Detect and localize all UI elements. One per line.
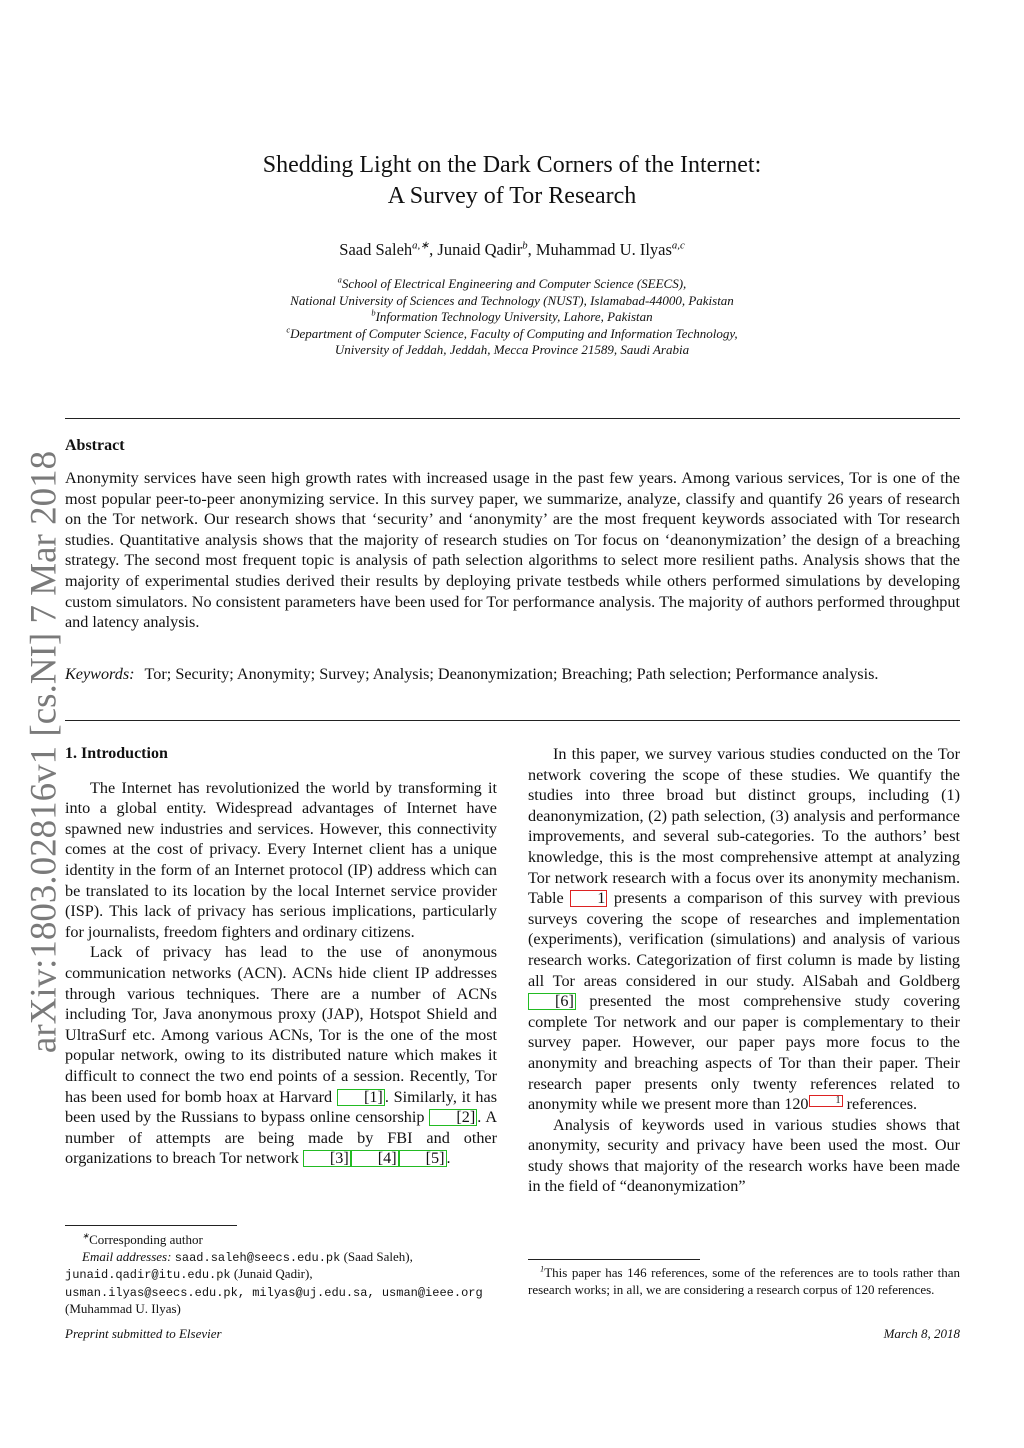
footnote-rule-left <box>65 1225 237 1226</box>
footnote-1-text: This paper has 146 references, some of the references are to tools rather than research works; in all, we are considering a research corpus of 120 references. <box>528 1265 960 1297</box>
author-name: Junaid Qadir <box>437 240 523 259</box>
footnote-1 <box>528 1265 960 1298</box>
affiliation-line: $^c$Department of Computer Science, Faculty of Computing and Information Technology, <box>286 324 738 341</box>
corresponding-author-note: ∗Corresponding author <box>82 1230 203 1247</box>
title-line-1: Shedding Light on the Dark Corners of the Internet: <box>262 152 762 178</box>
author-name: Saad Saleh <box>339 240 413 259</box>
affiliation-list <box>0 276 1024 359</box>
citation-link[interactable]: [2] <box>429 1109 477 1126</box>
email-link[interactable]: junaid.qadir@itu.edu.pk <box>65 1268 231 1282</box>
citation-link[interactable]: [1] <box>337 1089 385 1106</box>
affiliation-line: University of Jeddah, Jeddah, Mecca Province 21589, Saudi Arabia <box>334 342 690 357</box>
abstract-body: Anonymity services have seen high growth rates with increased usage in the past few years. Among various services, Tor is one of the most popular peer-to-peer anonymizing service. In this survey paper, we summarize, analyze, classify and quantify 26 years of research on the Tor network. Our research shows that ‘security’ and ‘anonymity’ are the most frequent keywords associated with Tor research studies. Quantitative analysis shows that the majority of research studies on Tor focus on ‘deanonymization’ the design of a breaching strategy. The second most frequent topic is analysis of path selection algorithms to select more resilient paths. Analysis shows that the majority of experimental studies derived their results by deploying private testbeds while others performed simulations by developing custom simulators. No consistent parameters have been used for Tor performance analysis. The majority of authors performed throughput and latency analysis. <box>65 469 960 632</box>
abstract-heading: Abstract <box>65 437 125 454</box>
author-name: Muhammad U. Ilyas <box>535 240 672 259</box>
affiliation-line: $^a$School of Electrical Engineering and Computer Science (SEECS), <box>337 274 687 291</box>
email-link[interactable]: saad.saleh@seecs.edu.pk <box>174 1250 341 1265</box>
intro-paragraph-1: The Internet has revolutionized the world by transforming it into a global entity. Widespread advantages of Internet have spawned new industries and services. However, this connectivity comes at the cost of privacy. Every Internet client has a unique identity in the form of an Internet protocol (IP) address which can be translated to its location by the local Internet service provider (ISP). This lack of privacy has serious implications, particularly for journalists, freedom fighters and ordinary citizens. <box>65 778 497 941</box>
footnote-rule-right <box>528 1259 700 1260</box>
email-link[interactable]: usman.ilyas@seecs.edu.pk, milyas@uj.edu.sa, usman@ieee.org <box>65 1285 483 1300</box>
citation-link[interactable]: [3] <box>303 1150 351 1167</box>
email-line <box>65 1284 505 1302</box>
title-line-2: A Survey of Tor Research <box>387 183 637 209</box>
footnote-mark: 1 <box>540 1263 545 1274</box>
email-line: junaid.qadir@itu.edu.pk (Junaid Qadir), <box>65 1266 313 1282</box>
author-affiliation-mark: b <box>522 239 528 252</box>
footer-date: March 8, 2018 <box>883 1326 960 1341</box>
paper-title <box>0 150 1024 212</box>
citation-link[interactable]: [6] <box>528 993 576 1010</box>
citation-link[interactable]: [4] <box>351 1150 399 1167</box>
author-affiliation-mark: a,∗ <box>412 239 430 252</box>
abstract-top-rule <box>65 418 960 419</box>
author-list: Saad Saleh$^{a,∗}$, Junaid Qadir$^b$, Muhammad U. Ilyas$^{a,c}$ <box>339 239 685 259</box>
affiliation-line: $^b$Information Technology University, Lahore, Pakistan <box>371 307 653 324</box>
right-column <box>528 744 960 1197</box>
intro-paragraph-4: Analysis of keywords used in various studies shows that anonymity, security and privacy have been used the most. Our study shows that majority of the research works have been made in the field of “deanonymization” <box>528 1115 960 1196</box>
arxiv-stamp-text: arXiv:1803.02816v1 [cs.NI] 7 Mar 2018 <box>23 450 65 1054</box>
section-heading-introduction: 1. Introduction <box>65 745 168 762</box>
keywords-label: Keywords: <box>65 665 135 683</box>
intro-paragraph-3: In this paper, we survey various studies conducted on the Tor network covering the scope of these studies. We quantify the studies into three broad but distinct groups, including (1) deanonymization, (2) path selection, (3) analysis and performance improvements, and several sub-categories. To the authors’ best knowledge, this is the most comprehensive attempt at analyzing Tor network research with a focus over its anonymity mechanism. Table 1 presents a comparison of this survey with previous surveys covering the scope of researches and implementation (experiments), verification (simulations) and analysis of various research works. Categorization of first column is made by listing all Tor areas considered in our study. AlSabah and Goldberg [6] presented the most comprehensive study covering complete Tor network and our paper is complementary to their survey paper. However, our paper pays more focus to the anonymity and breaching aspects of Tor than their paper. Their research paper presents only twenty references related to anonymity while we present more than 120 1 references. <box>528 745 960 1114</box>
abstract-bottom-rule <box>65 720 960 721</box>
citation-link[interactable]: [5] <box>399 1150 447 1167</box>
email-line: Email addresses: saad.saleh@seecs.edu.pk (Saad Saleh), <box>82 1248 413 1265</box>
left-column <box>65 744 497 1169</box>
affiliation-line: National University of Sciences and Technology (NUST), Islamabad-44000, Pakistan <box>290 292 734 308</box>
email-owner: (Muhammad U. Ilyas) <box>65 1301 181 1316</box>
keywords-text: Tor; Security; Anonymity; Survey; Analysis; Deanonymization; Breaching; Path selection; Performance analysis. <box>144 665 879 683</box>
intro-paragraph-2: Lack of privacy has lead to the use of anonymous communication networks (ACN). ACNs hide client IP addresses through various techniques. There are a number of ACNs including Tor, Java anonymous proxy (JAP), Hotspot Shield and UltraSurf etc. Among various ACNs, Tor is the one of the most popular network, owing to its distributed nature which makes it difficult to connect the two end points of a session. Recently, Tor has been used for bomb hoax at Harvard [1] . Similarly, it has been used by the Russians to bypass online censorship [2] . A number of attempts are being made by FBI and other organizations to breach Tor network [3] [4] [5] . <box>65 943 498 1168</box>
footer-submission-note: Preprint submitted to Elsevier <box>65 1326 222 1341</box>
keywords-line <box>65 664 960 685</box>
footnotes-left <box>65 1232 505 1318</box>
author-affiliation-mark: a,c <box>671 239 685 252</box>
table-reference-link[interactable]: 1 <box>570 890 607 907</box>
footnote-reference-link[interactable]: 1 <box>809 1095 843 1107</box>
